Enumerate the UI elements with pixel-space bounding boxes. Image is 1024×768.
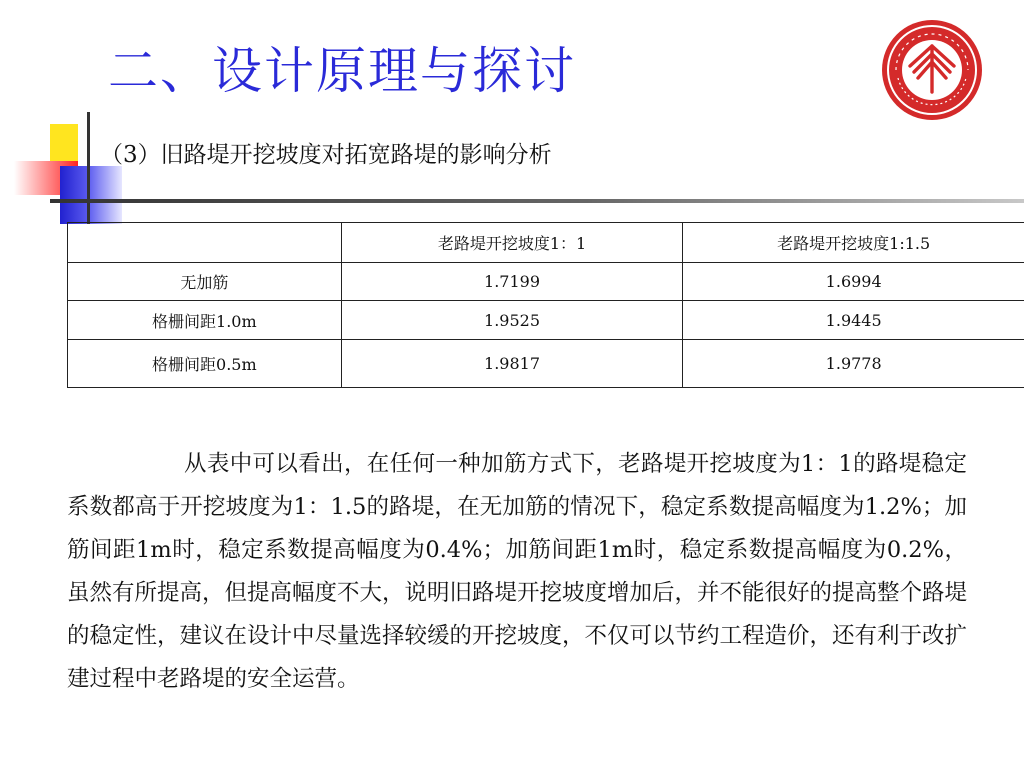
- table-header-cell: 老路堤开挖坡度1:1.5: [683, 223, 1024, 263]
- table-cell: 1.9525: [341, 301, 683, 340]
- table-cell: 格栅间距1.0m: [68, 301, 342, 340]
- analysis-paragraph: 从表中可以看出，在任何一种加筋方式下，老路堤开挖坡度为1：1的路堤稳定系数都高于开挖坡度为1：1.5的路堤，在无加筋的情况下，稳定系数提高幅度为1.2%；加筋间距1m时，稳定系数提高幅度为0.4%；加筋间距1m时，稳定系数提高幅度为0.2%，虽然有所提高，但提高幅度不大，说明旧路堤开挖坡度增加后，并不能很好的提高整个路堤的稳定性，建议在设计中尽量选择较缓的开挖坡度，不仅可以节约工程造价，还有利于改扩建过程中老路堤的安全运营。: [67, 450, 968, 692]
- table-cell: 1.9778: [683, 340, 1024, 388]
- slide-title: 二、设计原理与探讨: [108, 42, 576, 100]
- table-cell: 1.7199: [341, 263, 683, 301]
- table-row: [68, 340, 1024, 388]
- stability-table: [67, 222, 1024, 388]
- section-subtitle: （3）旧路堤开挖坡度对拓宽路堤的影响分析: [100, 142, 552, 168]
- table-header-cell: [68, 223, 342, 263]
- decor-blue-square: [60, 166, 122, 224]
- decor-horizontal-line: [50, 199, 1024, 203]
- decor-yellow-square: [50, 124, 78, 162]
- table-cell: 1.6994: [683, 263, 1024, 301]
- table-cell: 1.9817: [341, 340, 683, 388]
- decor-vertical-line: [87, 112, 90, 224]
- table-header-row: [68, 223, 1024, 263]
- university-seal-icon: [880, 18, 984, 122]
- table-row: [68, 263, 1024, 301]
- table-cell: 格栅间距0.5m: [68, 340, 342, 388]
- table-row: [68, 301, 1024, 340]
- table-cell: 无加筋: [68, 263, 342, 301]
- table-cell: 1.9445: [683, 301, 1024, 340]
- table-header-cell: 老路堤开挖坡度1：1: [341, 223, 683, 263]
